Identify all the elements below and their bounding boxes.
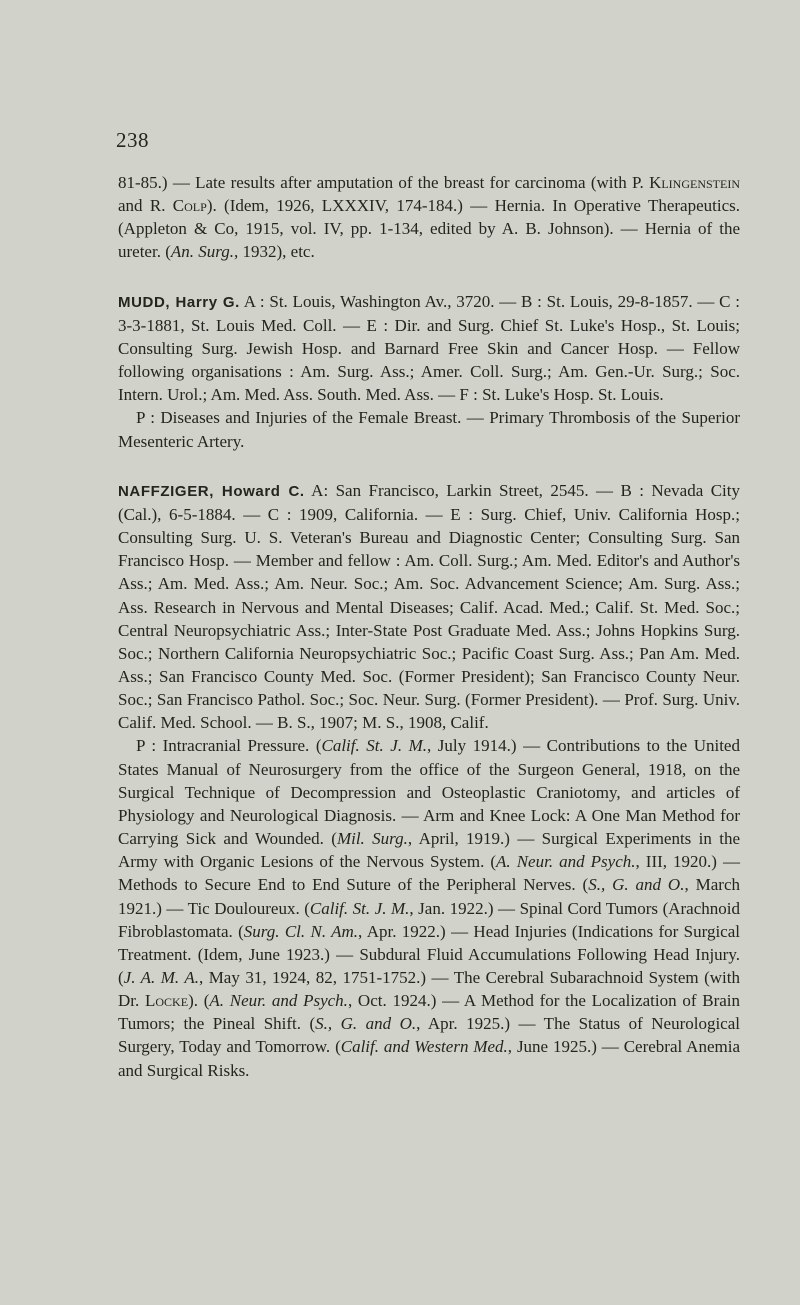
author-name: Colp [172,196,207,216]
entry-mudd [118,290,740,407]
journal-title: Calif. St. J. M. [309,898,410,918]
journal-title: A. Neur. and Psych. [209,991,348,1011]
journal-title: Calif. and Western Med. [340,1037,508,1057]
text-run: , 1932), etc. [233,242,315,262]
journal-title: Surg. Cl. N. Am. [243,921,359,941]
entry-details: A : St. Louis, Washington Av., 3720. — B : St. Louis, 29-8-1857. — C : 3-3-1881, St. Louis Med. Coll. — E : Dir. and Surg. Chief St. Luke's Hosp., St. Louis; Consulting Surg. Jewish Hosp. and Barnard Free Skin and Cancer Hosp. — Fellow following organisations : Am. Surg. Ass.; Amer. Coll. Surg.; Am. Gen.-Ur. Surg.; Soc. Intern. Urol.; Am. Med. Ass. South. Med. Ass. — F : St. Luke's Hosp. St. Louis. [118,291,740,405]
text-run: , July 1914.) — Contributions to the United States Manual of Neurosurgery from the office of the Surgeon General, 1918, on the Surgical Technique of Decompression and Osteoplastic Craniotomy, and articles of Physiology and Neurological Diagnosis. — Arm and Knee Lock: A One Man Method for Carrying Sick and Wounded. ( [118,736,740,849]
text-run: , May 31, 1924, 82, 1751-1752.) — The Cerebral Subarachnoid System (with Dr. [118,968,740,1011]
page-number: 238 [116,128,149,152]
entry-heading: MUDD, Harry G. [118,293,240,311]
journal-title: Mil. Surg. [336,829,408,849]
text-column [118,171,740,1082]
author-name: Klingenstein [649,173,740,192]
text-run: , March 1921.) — Tic Douloureux. ( [118,875,740,918]
continued-paragraph [118,171,740,264]
text-run: , Apr. 1925.) — The Status of Neurological Surgery, Today and Tomorrow. ( [118,1014,741,1057]
journal-title: S., G. and O. [588,875,685,895]
text-run: ). ( [188,991,210,1011]
publications-mudd: P : Diseases and Injuries of the Female Breast. — Primary Thrombosis of the Superior Mesenteric Artery. [118,408,740,451]
text-run: , April, 1919.) — Surgical Experiments in the Army with Organic Lesions of the Nervous System. ( [118,829,740,872]
text-run: , Jan. 1922.) — Spinal Cord Tumors (Arachnoid Fibroblastomata. ( [118,898,740,941]
entry-details: A: San Francisco, Larkin Street, 2545. — B : Nevada City (Cal.), 6-5-1884. — C : 1909, California. — E : Surg. Chief, Univ. California Hosp.; Consulting Surg. U. S. Veteran's Bureau and Diagnostic Center; Consulting Surg. San Francisco Hosp. — Member and fellow : Am. Coll. Surg.; Am. Med. Editor's and Author's Ass.; Am. Med. Ass.; Am. Neur. Soc.; Am. Soc. Advancement Science; Am. Surg. Ass.; Ass. Research in Nervous and Mental Diseases; Calif. Acad. Med.; Calif. St. Med. Soc.; Central Neuropsychiatric Ass.; Inter-State Post Graduate Med. Ass.; Johns Hopkins Surg. Soc.; Northern California Neuropsychiatric Soc.; Pacific Coast Surg. Ass.; Pan Am. Med. Ass.; San Francisco County Med. Soc. (Former President); San Francisco County Neur. Soc.; San Francisco Pathol. Soc.; Soc. Neur. Surg. (Former President). — Prof. Surg. Univ. Calif. Med. School. — B. S., 1907; M. S., 1908, Calif. [118,480,740,733]
entry-naffziger [118,479,740,735]
text-run: , Apr. 1922.) — Head Injuries (Indications for Surgical Treatment. (Idem, June 1923.) — Subdural Fluid Accumulations Following Head Injury. ( [118,921,740,987]
entry-heading: NAFFZIGER, Howard C. [118,482,305,500]
text-run: 81-85.) — Late results after amputation of the breast for carcinoma (with P. [118,173,650,192]
text-run: , Oct. 1924.) — A Method for the Localization of Brain Tumors; the Pineal Shift. ( [118,991,741,1034]
text-run: , III, 1920.) — Methods to Secure End to End Suture of the Peripheral Nerves. ( [118,852,741,895]
text-run: , June 1925.) — Cerebral Anemia and Surgical Risks. [118,1037,740,1080]
journal-title: An. Surg. [170,242,234,262]
text-run: P : Intracranial Pressure. ( [136,736,322,756]
author-name: Locke [145,991,189,1011]
journal-title: S., G. and O. [315,1014,417,1034]
text-run: and R. [118,196,173,216]
journal-title: A. Neur. and Psych. [496,852,636,872]
text-run: ). (Idem, 1926, LXXXIV, 174-184.) — Hernia. In Operative Therapeutics. (Appleton & Co, 1915, vol. IV, pp. 1-134, edited by A. B. Johnson). — Hernia of the ureter. ( [118,196,740,262]
journal-title: J. A. M. A. [123,968,199,987]
journal-title: Calif. St. J. M. [321,736,428,756]
publications-naffziger [118,734,740,1081]
